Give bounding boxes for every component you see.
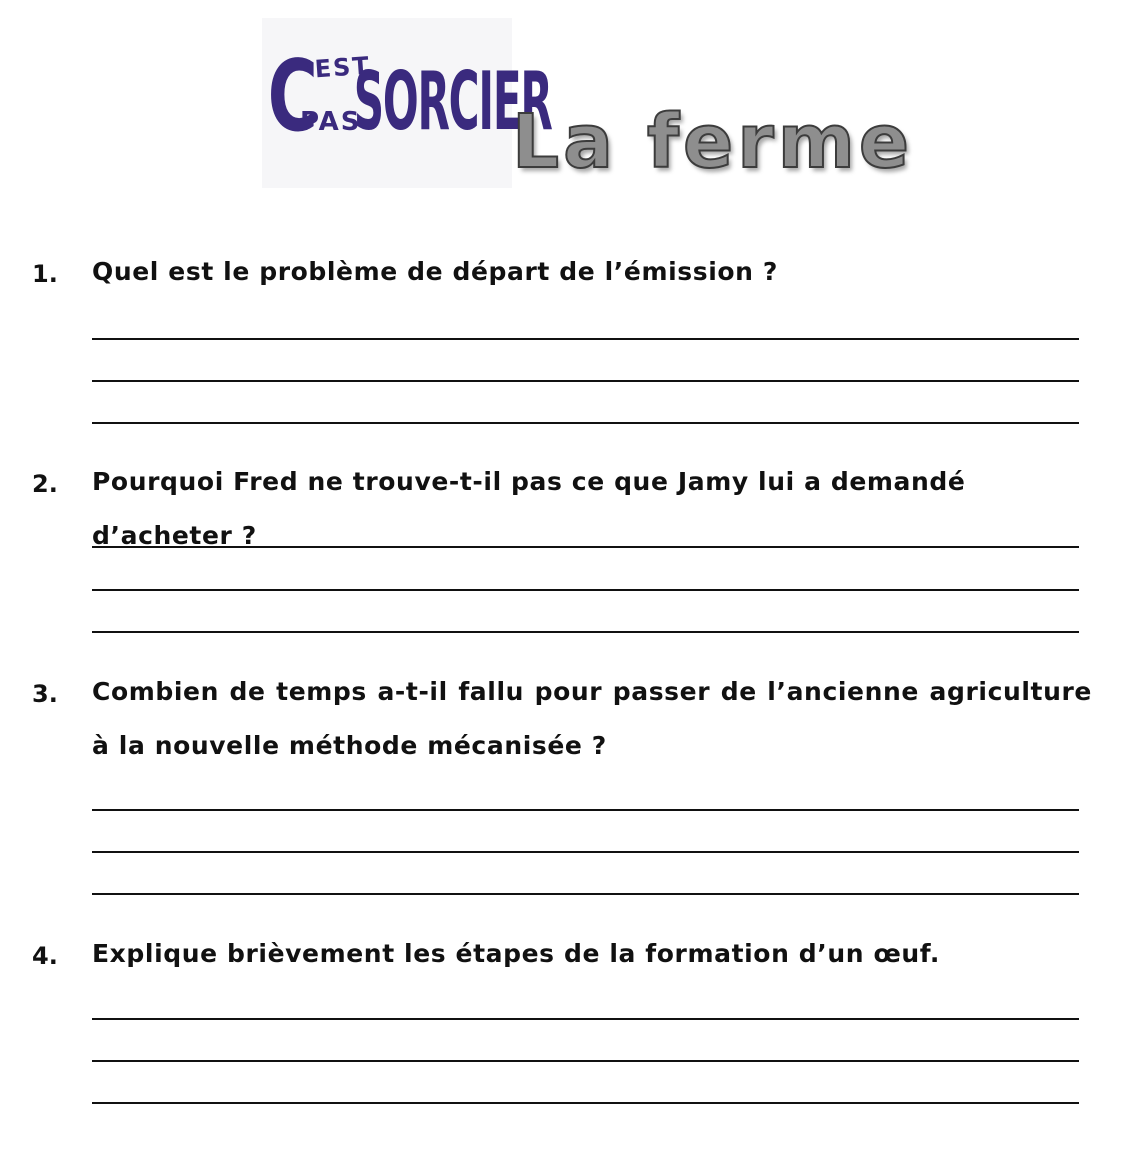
answer-line[interactable] <box>92 851 1079 853</box>
cest-pas-sorcier-logo <box>262 18 552 188</box>
answer-line[interactable] <box>92 1018 1079 1020</box>
question-text: Pourquoi Fred ne trouve-t-il pas ce que Jamy lui a demandé d’acheter ? <box>92 467 966 550</box>
question-text: Quel est le problème de départ de l’émission ? <box>92 257 778 286</box>
question-number: 1. <box>32 260 58 288</box>
answer-line[interactable] <box>92 1060 1079 1062</box>
answer-line[interactable] <box>92 893 1079 895</box>
answer-line[interactable] <box>92 589 1079 591</box>
answer-line[interactable] <box>92 631 1079 633</box>
logo-text-est: 'EST <box>304 51 372 84</box>
answer-line[interactable] <box>92 380 1079 382</box>
answer-line[interactable] <box>92 1102 1079 1104</box>
answer-line[interactable] <box>92 338 1079 340</box>
logo-graphic <box>262 18 552 188</box>
answer-line[interactable] <box>92 422 1079 424</box>
question-text: Explique brièvement les étapes de la formation d’un œuf. <box>92 939 941 968</box>
page-title: La ferme <box>512 99 914 185</box>
logo-text-sorcier: SORCIER <box>353 56 552 149</box>
logo-text-pas: PAS <box>300 107 362 137</box>
question-number: 3. <box>32 680 58 708</box>
question-text: Combien de temps a-t-il fallu pour passer de l’ancienne agriculture à la nouvelle méthode mécanisée ? <box>92 677 1092 760</box>
answer-line[interactable] <box>92 546 1079 548</box>
question-number: 2. <box>32 470 58 498</box>
answer-line[interactable] <box>92 809 1079 811</box>
question-number: 4. <box>32 942 58 970</box>
logo-letter-c: C <box>267 38 318 154</box>
